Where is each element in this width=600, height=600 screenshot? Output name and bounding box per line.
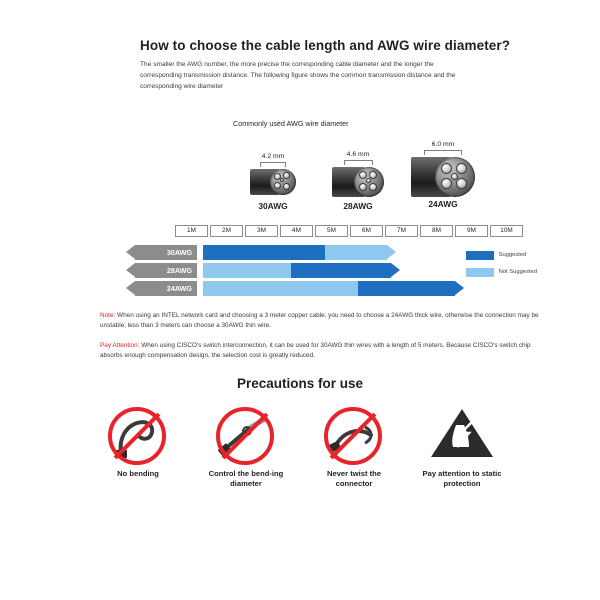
cable-item-24awg <box>405 140 481 209</box>
chart-row-label: 30AWG <box>135 245 197 260</box>
awg-diameter-section <box>45 119 555 219</box>
note-intel <box>100 311 555 332</box>
ruler-tick: 5M <box>315 225 348 237</box>
note-text: When using CISCO's switch interconnection, it can be used for 30AWG thin wires with a length of 5 meters. Because CISCO's switch chip absorbs enough compensation design, the selection cost is greatly reduced. <box>100 342 531 360</box>
legend-item-not-suggested <box>466 268 537 277</box>
precautions-title: Precautions for use <box>236 375 364 391</box>
chart-bar-suggested <box>203 245 325 260</box>
prohibition-slash <box>324 407 382 465</box>
chart-bar-suggested <box>291 263 391 278</box>
chart-bar-not-suggested <box>203 281 358 296</box>
cable-diameter-label: 4.6 mm <box>346 150 370 158</box>
precaution-caption: Control the bend-ing diameter <box>208 468 284 488</box>
cable-diameter-label: 4.2 mm <box>261 152 285 160</box>
cable-diameter-label: 6.0 mm <box>431 140 455 148</box>
prohibition-slash <box>108 407 166 465</box>
note-text: When using an INTEL network card and choosing a 3 meter copper cable, you need to choose a 24AWG thick wire, otherwise the connection may be unstable; less than 3 meters can choose a 30AWG thin wire. <box>100 311 539 329</box>
legend-label: Suggested <box>498 252 527 259</box>
ruler-tick: 2M <box>210 225 243 237</box>
notes-section <box>100 311 555 362</box>
legend-swatch-not-suggested <box>466 268 494 277</box>
esd-warning-icon <box>423 405 501 463</box>
cable-awg-label: 24AWG <box>428 198 458 209</box>
precautions-row <box>45 405 555 490</box>
cable-connector-graphic <box>332 167 384 197</box>
precaution-caption: Pay attention to static protection <box>422 468 502 488</box>
measure-bracket <box>260 162 286 167</box>
cable-awg-label: 28AWG <box>343 200 373 211</box>
prohibition-slash <box>216 407 274 465</box>
chart-bar-not-suggested <box>325 245 387 260</box>
cable-item-30awg <box>242 152 304 211</box>
chart-legend <box>466 251 537 285</box>
measure-bracket <box>424 150 462 155</box>
awg-section-caption: Commonly used AWG wire diameter <box>233 118 349 128</box>
cable-illustrations <box>200 137 460 217</box>
never-twist-icon <box>315 405 393 463</box>
note-lead: Note: <box>100 311 116 319</box>
ruler-tick: 4M <box>280 225 313 237</box>
ruler-tick: 1M <box>175 225 208 237</box>
page-title: How to choose the cable length and AWG wire diameter? <box>140 38 511 53</box>
length-ruler <box>175 225 525 237</box>
chart-bar-not-suggested <box>203 263 291 278</box>
legend-label: Not Suggested <box>498 269 537 276</box>
precaution-static <box>419 405 505 490</box>
no-bending-icon <box>99 405 177 463</box>
measure-bracket <box>344 160 373 165</box>
legend-item-suggested <box>466 251 537 260</box>
precaution-never-twist <box>311 405 397 490</box>
ruler-tick: 9M <box>455 225 488 237</box>
precaution-caption: Never twist the connector <box>326 468 382 488</box>
cable-awg-label: 30AWG <box>258 200 288 211</box>
precaution-bend-diameter <box>203 405 289 490</box>
chart-bar-suggested <box>358 281 455 296</box>
bend-diameter-icon <box>207 405 285 463</box>
note-lead: Pay Attention: <box>100 342 140 350</box>
ruler-tick: 10M <box>490 225 523 237</box>
ruler-tick: 8M <box>420 225 453 237</box>
length-awg-chart <box>45 225 555 301</box>
legend-swatch-suggested <box>466 251 494 260</box>
ruler-tick: 7M <box>385 225 418 237</box>
precaution-no-bending <box>95 405 181 490</box>
chart-row-label: 24AWG <box>135 281 197 296</box>
cable-connector-graphic <box>411 157 475 197</box>
chart-row-label: 28AWG <box>135 263 197 278</box>
intro-paragraph: The smaller the AWG number, the more precise the corresponding cable diameter and the longer the corresponding transmission distance. The following figure shows the common transmission distance and the corresponding wire diameter <box>140 61 456 90</box>
precaution-caption: No bending <box>117 468 159 478</box>
cable-connector-graphic <box>250 169 296 195</box>
ruler-tick: 6M <box>350 225 383 237</box>
cable-item-28awg <box>325 150 391 211</box>
ruler-tick: 3M <box>245 225 278 237</box>
note-cisco <box>100 341 555 362</box>
